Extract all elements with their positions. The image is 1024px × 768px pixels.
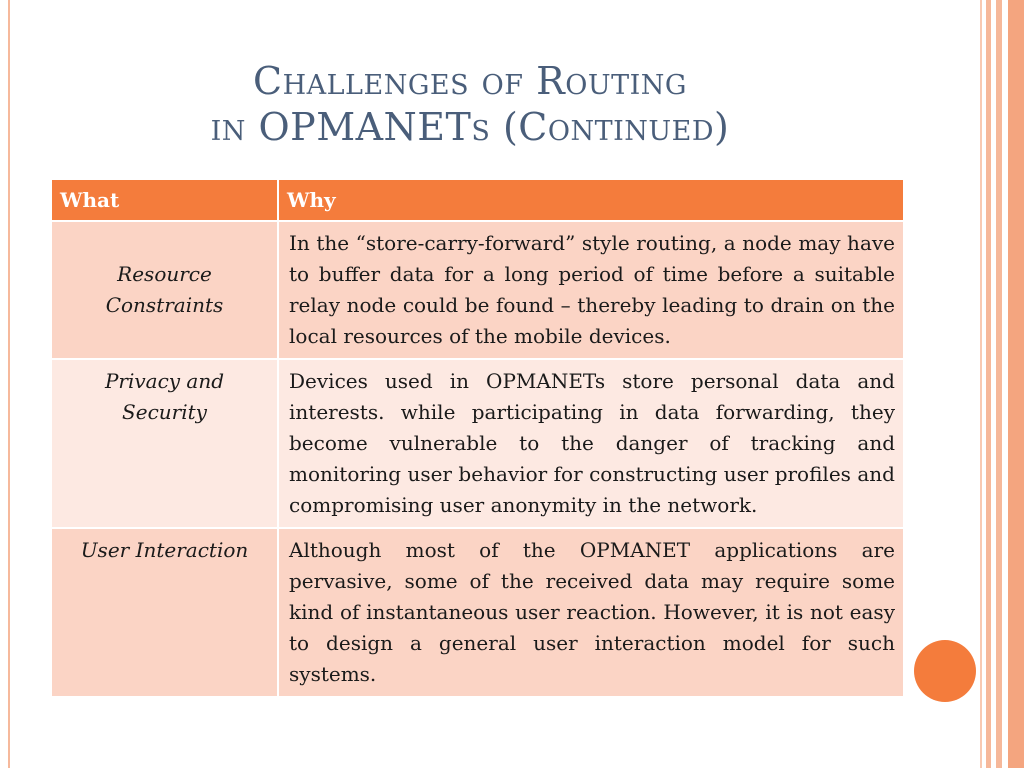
row-why-cell: Although most of the OPMANET applications are pervasive, some of the received data may require some kind of instantaneous user reaction. However, it is not easy to design a general user interaction model for such systems. (278, 528, 904, 697)
row-what-cell: User Interaction (52, 528, 278, 697)
title-line-1: Challenges of Routing (253, 59, 687, 103)
row-what-cell: Resource Constraints (52, 221, 278, 359)
row-what-cell: Privacy and Security (52, 359, 278, 528)
table-row (52, 221, 904, 359)
right-decorative-bar (996, 0, 1002, 768)
row-why-cell: Devices used in OPMANETs store personal data and interests. while participating in data forwarding, they become vulnerable to the danger of tracking and monitoring user behavior for constructing user profiles and compromising user anonymity in the network. (278, 359, 904, 528)
table-row (52, 359, 904, 528)
header-why: Why (278, 180, 904, 221)
challenges-table (52, 180, 905, 698)
right-decorative-bar (980, 0, 982, 768)
table-header-row (52, 180, 904, 221)
left-decorative-line (8, 0, 10, 768)
slide-title (150, 58, 790, 150)
header-what: What (52, 180, 278, 221)
table-row (52, 528, 904, 697)
title-line-2: in OPMANETs (Continued) (210, 105, 730, 149)
right-decorative-bar (1008, 0, 1024, 768)
right-decorative-bar (986, 0, 991, 768)
decorative-circle (914, 640, 976, 702)
row-why-cell: In the “store-carry-forward” style routing, a node may have to buffer data for a long period of time before a suitable relay node could be found – thereby leading to drain on the local resources of the mobile devices. (278, 221, 904, 359)
